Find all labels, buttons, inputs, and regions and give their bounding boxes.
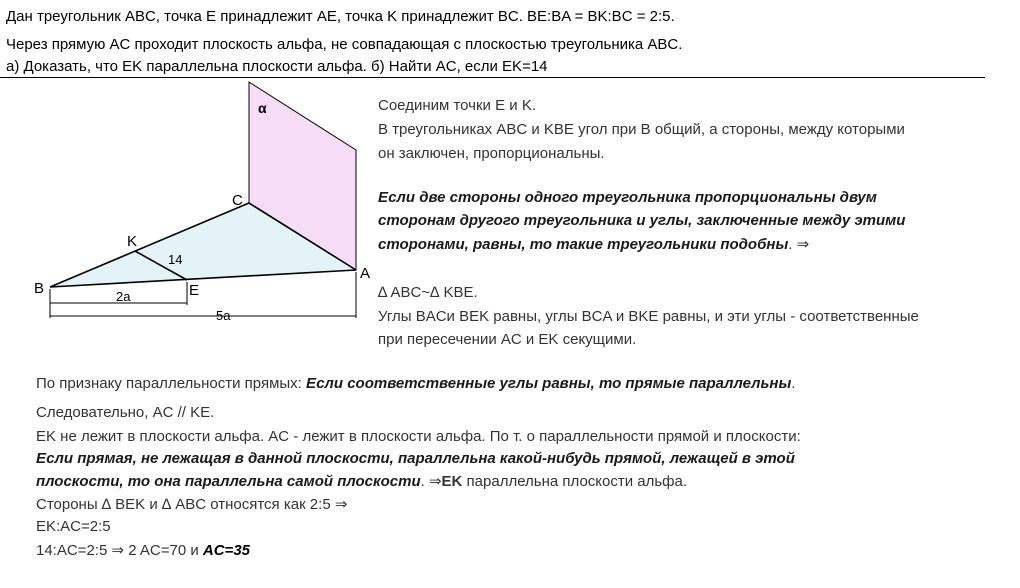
implies-arrow-2: . ⇒: [420, 473, 442, 490]
step-triangles-line-2: он заключен, пропорциональны.: [378, 145, 605, 162]
ek-bold: EK: [441, 473, 463, 490]
theorem-similarity-line-3: [378, 235, 809, 253]
task-line-1: Дан треугольник ABC, точка E принадлежит AE, точка K принадлежит BC. BE:BA = BK:BC = 2:5.: [6, 8, 675, 25]
label-e: E: [189, 282, 200, 299]
ek-parallel-plane: параллельна плоскости альфа.: [462, 473, 688, 490]
similarity-statement: ∆ ABC~∆ KBE.: [378, 284, 478, 301]
parallel-criterion-end: .: [791, 375, 796, 392]
theorem-line-plane-line-1: Если прямая, не лежащая в данной плоскости, параллельна какой-нибудь прямой, лежащей в этой: [36, 450, 795, 467]
label-a: A: [360, 265, 371, 282]
parallel-criterion-bold: Если соответственные углы равны, то прямые параллельны: [306, 375, 792, 392]
header-divider: [0, 77, 985, 78]
equation-steps: 14:AC=2:5 ⇒ 2 AC=70 и: [36, 542, 203, 559]
label-ek-length: 14: [168, 252, 183, 267]
plane-label: α: [258, 100, 267, 116]
implies-arrow: . ⇒: [788, 236, 810, 253]
consequence-ac-parallel-ke: Следовательно, AC // KE.: [36, 404, 215, 421]
step-connect-points: Соединим точки E и K.: [378, 97, 536, 114]
parallel-criterion: [36, 375, 795, 392]
step-triangles-line-1: В треугольниках ABC и KBE угол при B общий, а стороны, между которыми: [378, 121, 905, 138]
theorem-line-plane-text: плоскости, то она параллельна самой плоскости: [36, 473, 421, 490]
label-be-length: 2a: [116, 289, 131, 304]
label-c: C: [232, 192, 243, 209]
theorem-similarity-line-1: Если две стороны одного треугольника пропорциональны двум: [378, 189, 877, 206]
equation-solution: [36, 541, 250, 559]
theorem-similarity-line-2: сторонам другого треугольника и углы, заключенные между этими: [378, 212, 906, 229]
theorem-similarity-text: сторонами, равны, то такие треугольники подобны: [378, 236, 789, 253]
geometry-figure: [0, 80, 380, 330]
label-b: B: [34, 280, 45, 297]
task-line-3: а) Доказать, что EK параллельна плоскости альфа. б) Найти AC, если EK=14: [6, 58, 548, 75]
step-angles-line-2: при пересечении AC и EK секущими.: [378, 331, 637, 348]
answer: AC=35: [202, 542, 250, 559]
label-ba-length: 5a: [216, 308, 231, 323]
step-angles-line-1: Углы BACи BEK равны, углы BCA и BKE равны, и эти углы - соответственные: [378, 308, 919, 325]
task-line-2: Через прямую AC проходит плоскость альфа, не совпадающая с плоскостью треугольника ABC.: [6, 36, 683, 53]
equation-ek-ac: EK:AC=2:5: [36, 518, 111, 535]
ek-not-in-plane: EK не лежит в плоскости альфа. AC - лежит в плоскости альфа. По т. о параллельности прямой и плоскости:: [36, 428, 801, 445]
label-k: K: [127, 233, 138, 250]
theorem-line-plane-line-2: [36, 472, 687, 490]
parallel-criterion-prefix: По признаку параллельности прямых:: [36, 375, 306, 392]
ratio-statement: Стороны ∆ BEK и ∆ ABC относятся как 2:5 ⇒: [36, 496, 348, 513]
